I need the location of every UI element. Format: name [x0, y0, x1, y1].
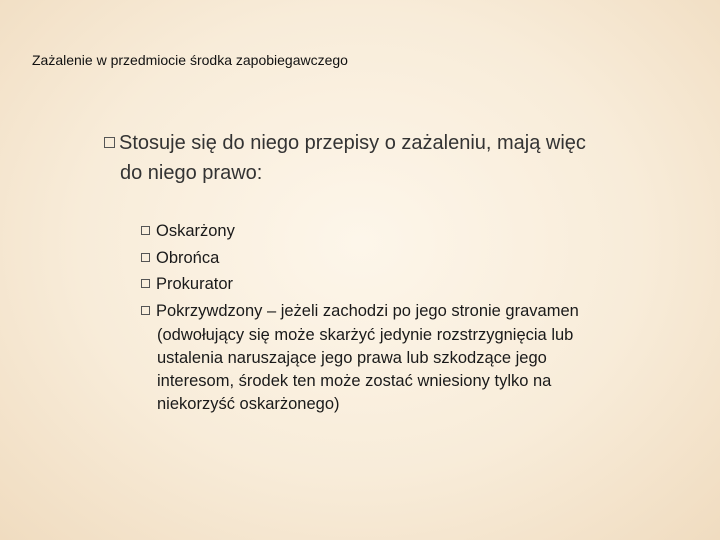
list-item-continuation: ustalenia naruszające jego prawa lub szkodzące jego	[157, 349, 547, 367]
list-item-continuation: interesom, środek ten może zostać wniesiony tylko na	[157, 372, 552, 390]
party-list	[141, 218, 701, 416]
list-item-continuation: (odwołujący się może skarżyć jedynie rozstrzygnięcia lub	[157, 326, 574, 344]
square-bullet-icon	[141, 253, 150, 262]
main-paragraph-text-2: do niego prawo:	[120, 162, 263, 184]
list-item	[141, 271, 701, 298]
slide-title: Zażalenie w przedmiocie środka zapobiegawczego	[32, 52, 348, 68]
square-bullet-icon	[104, 137, 115, 148]
main-paragraph-line-1	[104, 128, 704, 158]
list-item	[141, 218, 701, 245]
list-item-label: Oskarżony	[156, 222, 235, 240]
main-paragraph	[104, 128, 704, 188]
list-item-label: Obrońca	[156, 248, 220, 267]
list-item-label: Pokrzywdzony – jeżeli zachodzi po jego stronie gravamen	[156, 301, 579, 320]
list-item	[141, 245, 701, 272]
square-bullet-icon	[141, 306, 150, 315]
list-item-continuation: niekorzyść oskarżonego)	[157, 395, 340, 413]
list-item-label: Prokurator	[156, 275, 234, 293]
square-bullet-icon	[141, 226, 150, 235]
list-item	[141, 298, 701, 325]
main-paragraph-text-1: Stosuje się do niego przepisy o zażaleniu, mają więc	[119, 132, 586, 154]
square-bullet-icon	[141, 279, 150, 288]
